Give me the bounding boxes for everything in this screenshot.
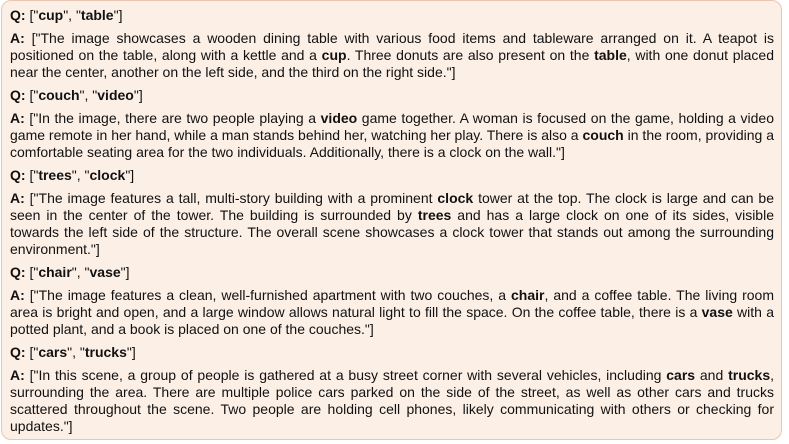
question-text: ", " — [63, 7, 81, 23]
answer-label: A: — [10, 30, 25, 46]
keyword: trees — [38, 167, 72, 183]
question-label: Q: — [10, 344, 26, 360]
keyword: cup — [321, 47, 347, 63]
question-text: [" — [29, 87, 39, 103]
question-label: Q: — [10, 87, 26, 103]
question-text: ", " — [79, 87, 98, 103]
keyword: trees — [417, 207, 452, 223]
question — [10, 263, 774, 281]
answer-label: A: — [10, 287, 25, 303]
question-label: Q: — [10, 264, 26, 280]
answer-text: , surrounding the area. There are multiple police cars parked on the side of the street, as well as other cars and trucks scattered throughout the scene. Two people are holding cell phones, likely communicating with others or checking for updates."] — [10, 367, 774, 434]
answer — [10, 367, 774, 435]
keyword: vase — [89, 264, 121, 280]
question-text: ", " — [71, 264, 90, 280]
keyword: chair — [38, 264, 72, 280]
keyword: clock — [437, 190, 474, 206]
answer — [10, 30, 774, 81]
answer-label: A: — [10, 110, 25, 126]
answer — [10, 190, 774, 258]
answer-text: with a potted plant, and a book is placed on one of the couches."] — [10, 304, 775, 337]
qa-item-1 — [10, 6, 774, 81]
question-text: "] — [113, 7, 123, 23]
answer-text: and — [695, 367, 729, 383]
answer-text: ["In this scene, a group of people is gathered at a busy street corner with several vehicles, including — [29, 367, 667, 383]
qa-item-3 — [10, 166, 774, 258]
answer-text: tower at the top. The clock is large and can be seen in the center of the tower. The building is surrounded by — [10, 190, 774, 223]
keyword: trucks — [728, 367, 771, 383]
answer-label: A: — [10, 367, 25, 383]
keyword: couch — [38, 87, 80, 103]
answer-text: , with one donut placed near the center, another on the left side, and the third on the right side."] — [10, 47, 774, 80]
keyword: table — [594, 47, 627, 63]
keyword: cars — [38, 344, 68, 360]
answer-text: , and a coffee table. The living room area is bright and open, and a large window allows natural light to fill the space. On the coffee table, there is a — [10, 287, 775, 320]
question-text: [" — [29, 167, 39, 183]
answer-text: ["The image features a clean, well-furnished apartment with two couches, a — [29, 287, 512, 303]
keyword: video — [320, 110, 358, 126]
question-text: ", " — [71, 167, 90, 183]
question-text: "] — [126, 344, 136, 360]
answer-text: and has a large clock on one of its sides, visible towards the left side of the structure. The overall scene showcases a clock tower that stands out among the surrounding environment."] — [10, 207, 774, 257]
question-text: "] — [120, 264, 130, 280]
answer-text: ["The image features a tall, multi-story building with a prominent — [29, 190, 438, 206]
answer — [10, 287, 774, 338]
keyword: chair — [511, 287, 545, 303]
question-label: Q: — [10, 7, 26, 23]
answer-text: game together. A woman is focused on the game, holding a video game remote in her hand, while a man stands behind her, watching her play. There is also a — [10, 110, 774, 143]
question — [10, 86, 774, 104]
keyword: cars — [666, 367, 696, 383]
question-text: ", " — [67, 344, 85, 360]
question-text: "] — [125, 167, 135, 183]
qa-item-5 — [10, 343, 774, 435]
question-text: [" — [29, 344, 39, 360]
keyword: cup — [38, 7, 64, 23]
question — [10, 343, 774, 361]
question-label: Q: — [10, 167, 26, 183]
question — [10, 166, 774, 184]
keyword: clock — [89, 167, 126, 183]
question-text: [" — [29, 264, 39, 280]
question — [10, 6, 774, 24]
keyword: trucks — [84, 344, 127, 360]
answer-label: A: — [10, 190, 25, 206]
question-text: [" — [29, 7, 39, 23]
answer-text: . Three donuts are also present on the — [346, 47, 595, 63]
keyword: couch — [582, 127, 624, 143]
answer — [10, 110, 774, 161]
answer-text: ["The image showcases a wooden dining table with various food items and tableware arranged on it. A teapot is positioned on the table, along with a kettle and a — [10, 30, 774, 63]
keyword: table — [80, 7, 114, 23]
keyword: video — [97, 87, 134, 103]
qa-item-4 — [10, 263, 774, 338]
keyword: vase — [701, 304, 733, 320]
qa-panel — [1, 0, 782, 440]
question-text: "] — [133, 87, 143, 103]
answer-text: ["In the image, there are two people playing a — [29, 110, 321, 126]
qa-item-2 — [10, 86, 774, 161]
answer-text: in the room, providing a comfortable seating area for the two individuals. Additionally, there is a clock on the wall."] — [10, 127, 774, 160]
